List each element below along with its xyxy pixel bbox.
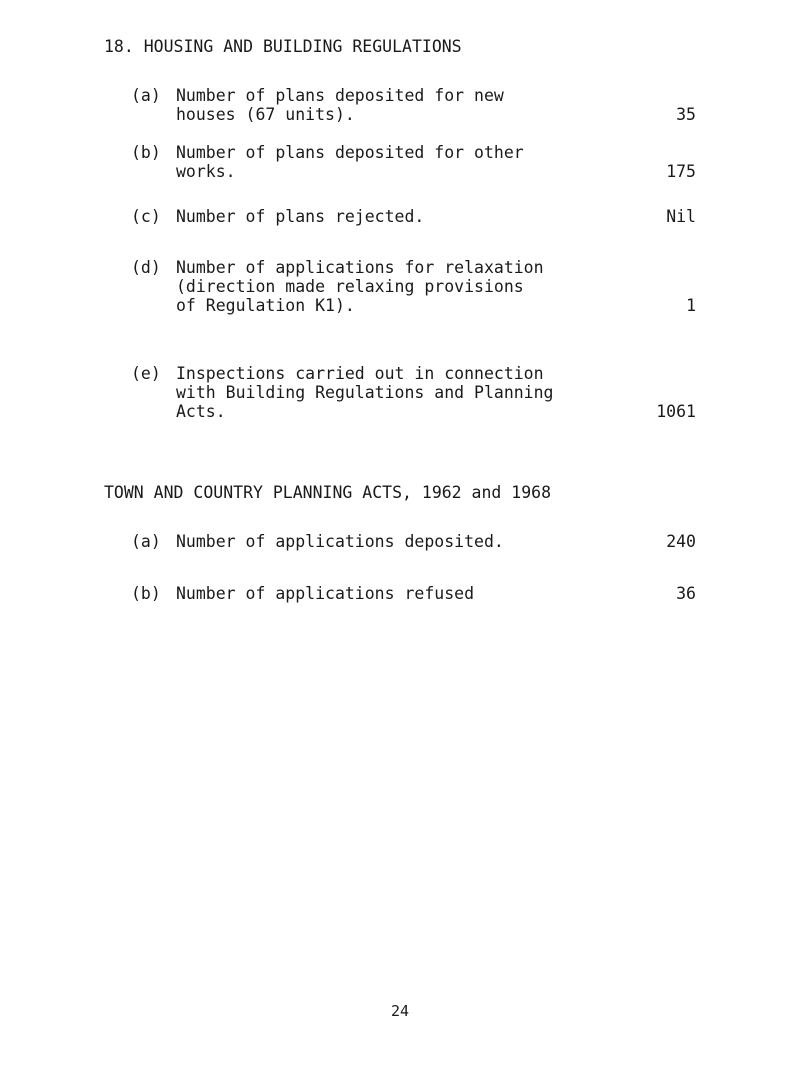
item-text-line: of Regulation K1). (176, 296, 355, 315)
item-text-line: Number of plans deposited for other (176, 143, 524, 162)
item-letter: (a) (131, 532, 161, 551)
item-value: 240 (666, 532, 696, 551)
item-letter: (e) (131, 364, 161, 383)
item-value: 1 (686, 296, 696, 315)
subsection-heading: TOWN AND COUNTRY PLANNING ACTS, 1962 and 1968 (104, 483, 552, 502)
item-letter: (c) (131, 207, 161, 226)
section-heading: 18. HOUSING AND BUILDING REGULATIONS (104, 37, 462, 56)
page-number: 24 (390, 1002, 410, 1020)
item-text-line: Number of plans deposited for new (176, 86, 504, 105)
item-value: Nil (666, 207, 696, 226)
item-value: 175 (666, 162, 696, 181)
item-text-line: with Building Regulations and Planning (176, 383, 554, 402)
item-text-line: (direction made relaxing provisions (176, 277, 524, 296)
item-text-line: works. (176, 162, 236, 181)
item-value: 36 (676, 584, 696, 603)
item-text-line: houses (67 units). (176, 105, 355, 124)
item-letter: (d) (131, 258, 161, 277)
item-letter: (b) (131, 143, 161, 162)
item-text-line: Number of plans rejected. (176, 207, 425, 226)
item-letter: (b) (131, 584, 161, 603)
item-text-line: Inspections carried out in connection (176, 364, 544, 383)
item-value: 35 (676, 105, 696, 124)
item-text-line: Acts. (176, 402, 226, 421)
item-text-line: Number of applications refused (176, 584, 475, 603)
item-text-line: Number of applications deposited. (176, 532, 504, 551)
item-text-line: Number of applications for relaxation (176, 258, 544, 277)
item-letter: (a) (131, 86, 161, 105)
item-value: 1061 (656, 402, 696, 421)
